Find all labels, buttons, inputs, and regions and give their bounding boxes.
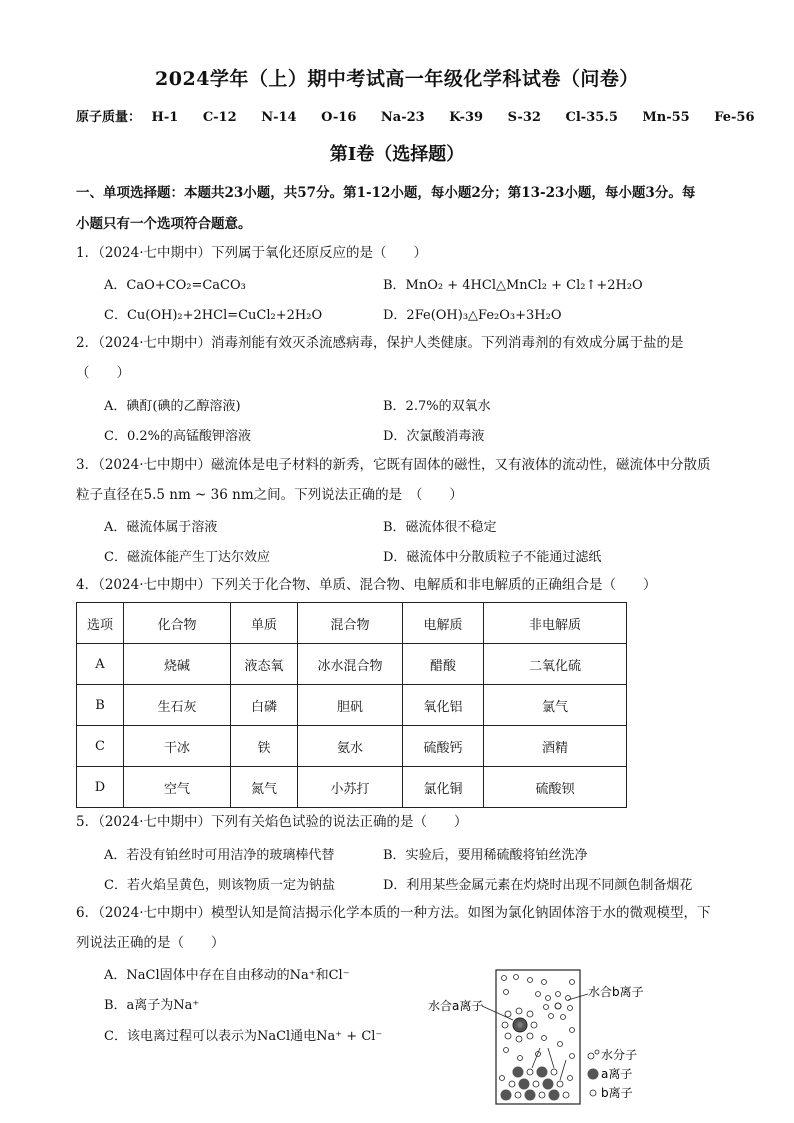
question-3-option-b: B．磁流体很不稳定 <box>383 520 497 535</box>
question-5-option-d: D．利用某些金属元素在灼烧时出现不同颜色制备烟花 <box>383 878 693 893</box>
question-6-stem-line-1: 6．（2024·七中期中）模型认知是简洁揭示化学本质的一种方法。如图为氯化钠固体溶于水的微观模型，下 <box>76 905 711 921</box>
atomic-mass-item: Na-23 <box>380 110 425 125</box>
question-2-option-d: D．次氯酸消毒液 <box>383 429 485 444</box>
question-3-option-c: C．磁流体能产生丁达尔效应 <box>104 550 270 565</box>
volume-title: 第I卷（选择题） <box>329 144 465 165</box>
table-cell: 醋酸 <box>403 644 484 685</box>
table-header-cell: 非电解质 <box>484 603 627 644</box>
legend-b-ion-icon <box>590 1090 596 1096</box>
question-3-stem <box>76 450 722 510</box>
atomic-mass-item: S-32 <box>507 110 541 125</box>
legend-a-label: a离子 <box>601 1067 633 1081</box>
table-cell: D <box>77 767 124 808</box>
question-5-stem: 5．（2024·七中期中）下列有关焰色试验的说法正确的是（ ） <box>76 814 468 830</box>
table-header-cell: 单质 <box>231 603 298 644</box>
section-instructions <box>76 178 722 240</box>
table-cell: A <box>77 644 124 685</box>
question-1-option-a: A．CaO+CO₂=CaCO₃ <box>104 278 246 293</box>
question-2-option-a: A．碘酊(碘的乙醇溶液) <box>104 399 241 414</box>
question-2-option-b: B．2.7%的双氧水 <box>383 399 491 414</box>
table-cell: 氯化铜 <box>403 767 484 808</box>
label-hydrated-a: 水合a离子 <box>428 999 484 1013</box>
question-3-option-a: A．磁流体属于溶液 <box>104 520 218 535</box>
atomic-mass-item: Mn-55 <box>642 110 690 125</box>
table-cell: C <box>77 726 124 767</box>
table-row <box>77 685 627 726</box>
question-6-option-a: A．NaCl固体中存在自由移动的Na⁺和Cl⁻ <box>104 968 350 983</box>
question-2-stem <box>76 328 722 388</box>
atomic-mass-item: Fe-56 <box>714 110 755 125</box>
table-cell: 氨水 <box>298 726 403 767</box>
table-cell: 小苏打 <box>298 767 403 808</box>
question-1-option-b: B．MnO₂ + 4HCl△MnCl₂ + Cl₂↑+2H₂O <box>383 278 643 293</box>
table-cell: 胆矾 <box>298 685 403 726</box>
table-row <box>77 767 627 808</box>
table-header-cell: 化合物 <box>124 603 231 644</box>
table-header-row <box>77 603 627 644</box>
table-cell: 空气 <box>124 767 231 808</box>
page-title: 2024学年（上）期中考试高一年级化学科试卷（问卷） <box>155 68 639 90</box>
table-row <box>77 644 627 685</box>
question-2-stem-line-2: （ ） <box>76 365 130 381</box>
section-line-1: 一、单项选择题：本题共23小题，共57分。第1-12小题，每小题2分；第13-23小题，每小题3分。每 <box>76 185 696 201</box>
question-2-option-c: C．0.2%的高锰酸钾溶液 <box>104 429 251 444</box>
legend-b-label: b离子 <box>601 1086 633 1100</box>
question-1-option-c: C．Cu(OH)₂+2HCl=CuCl₂+2H₂O <box>104 308 323 323</box>
atomic-mass-item: O-16 <box>321 110 357 125</box>
question-1-stem: 1．（2024·七中期中）下列属于氧化还原反应的是（ ） <box>76 245 427 261</box>
atomic-masses-label: 原子质量： <box>76 110 142 125</box>
legend-water-label: 水分子 <box>601 1048 638 1062</box>
table-cell: B <box>77 685 124 726</box>
table-cell: 二氧化硫 <box>484 644 627 685</box>
table-cell: 铁 <box>231 726 298 767</box>
atomic-mass-item: C-12 <box>202 110 237 125</box>
legend-a-ion-icon <box>588 1069 599 1080</box>
question-5-option-a: A．若没有铂丝时可用洁净的玻璃棒代替 <box>104 848 335 863</box>
table-header-cell: 选项 <box>77 603 124 644</box>
table-cell: 白磷 <box>231 685 298 726</box>
question-3-stem-line-1: 3．（2024·七中期中）磁流体是电子材料的新秀，它既有固体的磁性，又有液体的流动性，磁流体中分散质 <box>76 457 711 473</box>
question-6-option-b: B．a离子为Na⁺ <box>104 998 200 1013</box>
question-2-stem-line-1: 2．（2024·七中期中）消毒剂能有效灭杀流感病毒，保护人类健康。下列消毒剂的有效成分属于盐的是 <box>76 335 684 351</box>
question-4-table <box>76 602 627 808</box>
nacl-dissolution-figure <box>420 968 660 1112</box>
atomic-masses-line <box>76 106 775 125</box>
table-row <box>77 726 627 767</box>
question-4-stem: 4．（2024·七中期中）下列关于化合物、单质、混合物、电解质和非电解质的正确组合是（ ） <box>76 577 657 593</box>
question-6-option-c: C．该电离过程可以表示为NaCl通电Na⁺ + Cl⁻ <box>104 1029 383 1044</box>
question-5-option-c: C．若火焰呈黄色，则该物质一定为钠盐 <box>104 878 335 893</box>
atomic-mass-item: Cl-35.5 <box>565 110 618 125</box>
table-cell: 酒精 <box>484 726 627 767</box>
question-1-option-d: D．2Fe(OH)₃△Fe₂O₃+3H₂O <box>383 308 562 323</box>
hydrated-a-ion-cluster <box>502 1008 537 1042</box>
table-cell: 氧化铝 <box>403 685 484 726</box>
question-6-stem <box>76 898 722 958</box>
table-header-cell: 混合物 <box>298 603 403 644</box>
atomic-mass-item: N-14 <box>261 110 297 125</box>
table-cell: 冰水混合物 <box>298 644 403 685</box>
atomic-mass-item: H-1 <box>151 110 179 125</box>
table-cell: 生石灰 <box>124 685 231 726</box>
table-cell: 烧碱 <box>124 644 231 685</box>
table-cell: 液态氧 <box>231 644 298 685</box>
question-3-stem-line-2: 粒子直径在5.5 nm ~ 36 nm之间。下列说法正确的是 （ ） <box>76 487 463 503</box>
question-3-option-d: D．磁流体中分散质粒子不能通过滤纸 <box>383 550 602 565</box>
atomic-mass-item: K-39 <box>449 110 484 125</box>
label-hydrated-b: 水合b离子 <box>588 985 644 999</box>
table-cell: 干冰 <box>124 726 231 767</box>
section-line-2: 小题只有一个选项符合题意。 <box>76 216 252 232</box>
table-cell: 氯气 <box>484 685 627 726</box>
table-cell: 氮气 <box>231 767 298 808</box>
legend-water-icon <box>588 1050 599 1059</box>
table-cell: 硫酸钙 <box>403 726 484 767</box>
table-header-cell: 电解质 <box>403 603 484 644</box>
table-cell: 硫酸钡 <box>484 767 627 808</box>
question-5-option-b: B．实验后，要用稀硫酸将铂丝洗净 <box>383 848 588 863</box>
question-6-stem-line-2: 列说法正确的是（ ） <box>76 935 225 951</box>
